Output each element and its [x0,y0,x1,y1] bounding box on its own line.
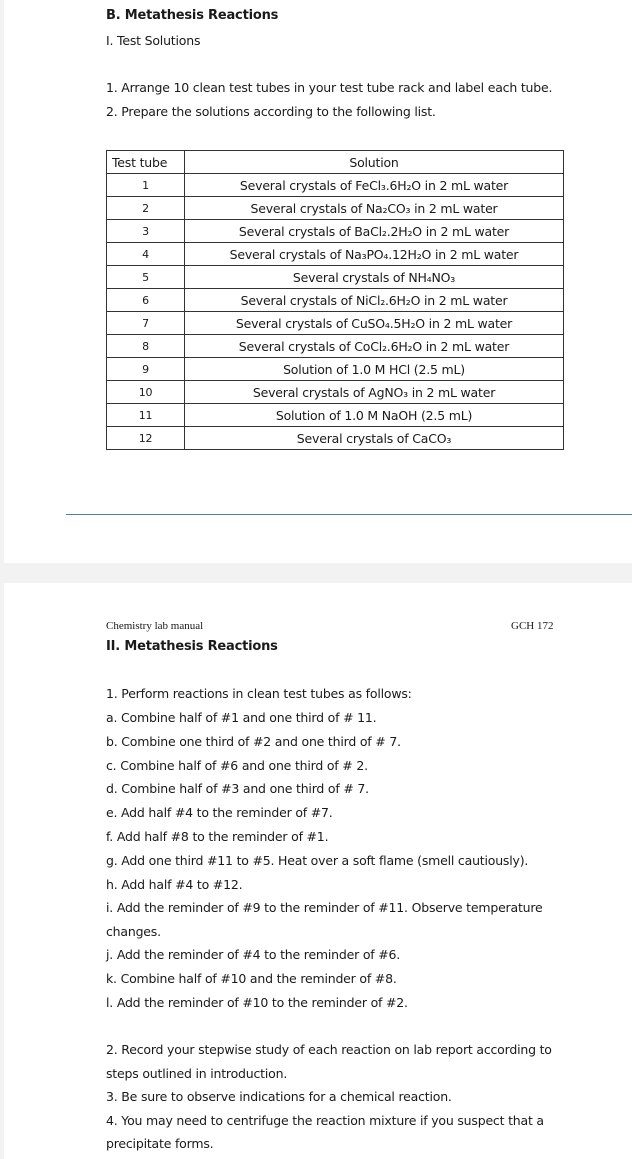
header-solution: Solution [185,151,564,174]
tube-number: 3 [107,220,185,243]
header-test-tube: Test tube [107,151,185,174]
running-header-left: Chemistry lab manual [106,620,204,632]
solution-cell: Several crystals of CuSO₄.5H₂O in 2 mL water [185,312,564,335]
table-row [107,174,564,197]
tube-number: 12 [107,427,185,450]
table-row [107,427,564,450]
solution-cell: Several crystals of AgNO₃ in 2 mL water [185,381,564,404]
solution-cell: Several crystals of Na₃PO₄.12H₂O in 2 mL water [185,243,564,266]
table-header-row [107,151,564,174]
step-2: 2. Prepare the solutions according to the following list. [106,104,436,119]
table-row [107,335,564,358]
page-2 [4,583,632,1159]
page-divider [66,514,632,515]
page-1 [4,0,632,563]
tube-number: 5 [107,266,185,289]
instruction-line: 1. Perform reactions in clean test tubes as follows: [106,686,412,701]
solution-cell: Several crystals of NH₄NO₃ [185,266,564,289]
solution-cell: Several crystals of BaCl₂.2H₂O in 2 mL water [185,220,564,243]
solution-cell: Solution of 1.0 M HCl (2.5 mL) [185,358,564,381]
tube-number: 1 [107,174,185,197]
instruction-line: d. Combine half of #3 and one third of # 7. [106,781,369,796]
instruction-line: a. Combine half of #1 and one third of # 11. [106,710,377,725]
instruction-line: steps outlined in introduction. [106,1066,288,1081]
instruction-line: precipitate forms. [106,1136,214,1151]
table-row [107,243,564,266]
running-header-right: GCH 172 [511,620,554,632]
table-row [107,220,564,243]
solution-cell: Several crystals of CaCO₃ [185,427,564,450]
instruction-line: i. Add the reminder of #9 to the reminder of #11. Observe temperature [106,900,543,915]
instruction-line: l. Add the reminder of #10 to the reminder of #2. [106,995,408,1010]
solution-cell: Several crystals of NiCl₂.6H₂O in 2 mL water [185,289,564,312]
instruction-line: 4. You may need to centrifuge the reaction mixture if you suspect that a [106,1113,544,1128]
solutions-table [106,150,564,450]
tube-number: 2 [107,197,185,220]
tube-number: 11 [107,404,185,427]
tube-number: 8 [107,335,185,358]
instruction-line: b. Combine one third of #2 and one third of # 7. [106,734,401,749]
instruction-line: 2. Record your stepwise study of each reaction on lab report according to [106,1042,552,1057]
solution-cell: Several crystals of CoCl₂.6H₂O in 2 mL water [185,335,564,358]
table-row [107,197,564,220]
solution-cell: Solution of 1.0 M NaOH (2.5 mL) [185,404,564,427]
table-row [107,266,564,289]
solution-cell: Several crystals of Na₂CO₃ in 2 mL water [185,197,564,220]
instruction-line: e. Add half #4 to the reminder of #7. [106,805,333,820]
tube-number: 6 [107,289,185,312]
subsection-title: I. Test Solutions [106,33,201,48]
instruction-line: f. Add half #8 to the reminder of #1. [106,829,329,844]
solution-cell: Several crystals of FeCl₃.6H₂O in 2 mL water [185,174,564,197]
section-title: B. Metathesis Reactions [106,8,279,23]
instruction-line: changes. [106,924,161,939]
section-title: II. Metathesis Reactions [106,639,278,654]
tube-number: 9 [107,358,185,381]
tube-number: 4 [107,243,185,266]
tube-number: 7 [107,312,185,335]
instruction-line: g. Add one third #11 to #5. Heat over a soft flame (smell cautiously). [106,853,529,868]
table-row [107,381,564,404]
instruction-line: j. Add the reminder of #4 to the reminder of #6. [106,947,401,962]
step-1: 1. Arrange 10 clean test tubes in your test tube rack and label each tube. [106,80,553,95]
instruction-line: h. Add half #4 to #12. [106,877,243,892]
table-row [107,358,564,381]
table-row [107,289,564,312]
instruction-line: 3. Be sure to observe indications for a chemical reaction. [106,1089,452,1104]
table-row [107,312,564,335]
instruction-line: k. Combine half of #10 and the reminder of #8. [106,971,397,986]
instruction-line: c. Combine half of #6 and one third of # 2. [106,758,368,773]
tube-number: 10 [107,381,185,404]
table-row [107,404,564,427]
